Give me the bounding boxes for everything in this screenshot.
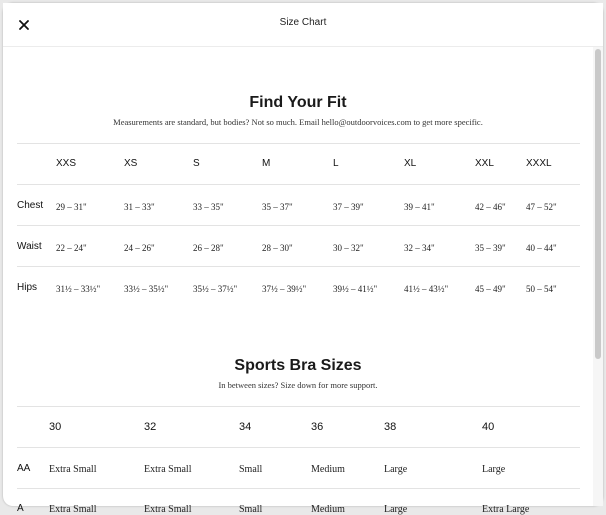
divider [17, 488, 580, 489]
fit-section-subtitle: Measurements are standard, but bodies? Not so much. Email hello@outdoorvoices.com to get more specific. [113, 117, 483, 127]
divider [17, 184, 580, 185]
row-label-hips: Hips [17, 282, 38, 293]
modal-title: Size Chart [279, 17, 327, 28]
table-cell: 42 – 46" [475, 202, 506, 212]
row-label-aa: AA [17, 463, 31, 474]
divider [17, 143, 580, 144]
table-cell: Medium [311, 504, 345, 515]
table-cell: 22 – 24" [56, 243, 87, 253]
table-cell: 31½ – 33½" [56, 284, 101, 294]
bra-section-subtitle: In between sizes? Size down for more support. [218, 380, 378, 390]
scrollbar-thumb[interactable] [595, 49, 601, 359]
band-column-header: 36 [311, 421, 324, 433]
table-cell: Large [384, 464, 408, 475]
band-column-header: 32 [144, 421, 157, 433]
band-column-header: 30 [49, 421, 62, 433]
table-cell: 45 – 49" [475, 284, 506, 294]
table-cell: Extra Large [482, 504, 530, 515]
size-column-header: XXXL [526, 158, 552, 169]
table-cell: 26 – 28" [193, 243, 224, 253]
table-cell: 32 – 34" [404, 243, 435, 253]
table-cell: Small [239, 464, 263, 475]
table-cell: 31 – 33" [124, 202, 155, 212]
bra-section-title: Sports Bra Sizes [234, 357, 362, 374]
table-cell: 37½ – 39½" [262, 284, 307, 294]
row-label-a: A [17, 503, 24, 514]
size-column-header: XXS [56, 158, 77, 169]
table-cell: Large [482, 464, 506, 475]
table-cell: 47 – 52" [526, 202, 557, 212]
table-cell: 40 – 44" [526, 243, 557, 253]
table-cell: Extra Small [144, 464, 192, 475]
table-cell: Large [384, 504, 408, 515]
table-cell: 24 – 26" [124, 243, 155, 253]
size-chart-content[interactable] [3, 47, 593, 515]
modal-header [3, 3, 603, 47]
scrollbar[interactable] [593, 47, 603, 506]
table-cell: 39 – 41" [404, 202, 435, 212]
size-column-header: XS [124, 158, 138, 169]
table-cell: 35 – 37" [262, 202, 293, 212]
row-label-chest: Chest [17, 200, 44, 211]
band-column-header: 40 [482, 421, 495, 433]
table-cell: 35 – 39" [475, 243, 506, 253]
size-column-header: M [262, 158, 271, 169]
row-label-waist: Waist [17, 241, 42, 252]
divider [17, 225, 580, 226]
fit-section-title: Find Your Fit [249, 94, 347, 111]
table-cell: Medium [311, 464, 345, 475]
band-column-header: 34 [239, 421, 252, 433]
table-cell: 39½ – 41½" [333, 284, 378, 294]
table-cell: 30 – 32" [333, 243, 364, 253]
size-column-header: S [193, 158, 200, 169]
size-column-header: L [333, 158, 339, 169]
table-cell: 33 – 35" [193, 202, 224, 212]
divider [17, 266, 580, 267]
divider [17, 406, 580, 407]
size-column-header: XL [404, 158, 417, 169]
table-cell: 50 – 54" [526, 284, 557, 294]
table-cell: 28 – 30" [262, 243, 293, 253]
table-cell: Small [239, 504, 263, 515]
table-cell: 37 – 39" [333, 202, 364, 212]
table-cell: Extra Small [49, 504, 97, 515]
divider [17, 447, 580, 448]
table-cell: 41½ – 43½" [404, 284, 449, 294]
table-cell: Extra Small [49, 464, 97, 475]
table-cell: 35½ – 37½" [193, 284, 238, 294]
band-column-header: 38 [384, 421, 397, 433]
size-chart-modal [3, 3, 603, 515]
table-cell: 29 – 31" [56, 202, 87, 212]
size-column-header: XXL [475, 158, 494, 169]
table-cell: Extra Small [144, 504, 192, 515]
table-cell: 33½ – 35½" [124, 284, 169, 294]
